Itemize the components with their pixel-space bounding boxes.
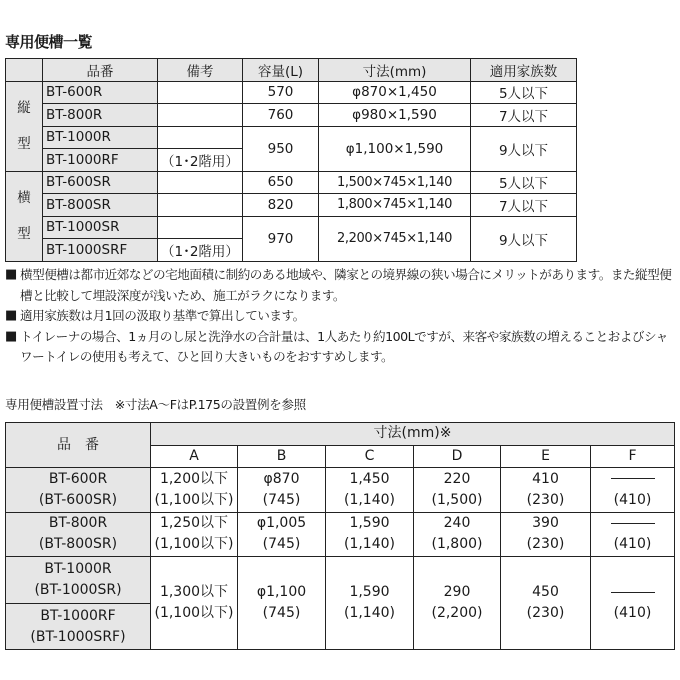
model-cell: BT-800R bbox=[43, 104, 158, 127]
dash-line bbox=[591, 469, 674, 490]
cell-line: BT-600R bbox=[48, 470, 108, 487]
note-cell bbox=[158, 126, 243, 149]
family-cell: 5人以下 bbox=[471, 171, 577, 194]
value-cell-b bbox=[238, 512, 326, 557]
cell-line: (410) bbox=[613, 605, 652, 621]
page-title: 専用便槽一覧 bbox=[5, 33, 93, 51]
model-cell: BT-1000RF bbox=[43, 149, 158, 172]
cell-line: (745) bbox=[262, 536, 301, 553]
capacity-cell: 650 bbox=[243, 171, 319, 194]
column-header: A bbox=[151, 445, 238, 468]
cell-line: 1,590 bbox=[349, 515, 390, 532]
cell-line: 1,250以下 bbox=[159, 515, 229, 532]
bullet-square-icon: ■ bbox=[5, 328, 17, 344]
cell-line: (BT-1000SR) bbox=[34, 582, 122, 598]
value-cell-d bbox=[414, 512, 501, 557]
cell-line: (1,140) bbox=[343, 605, 395, 621]
family-cell: 5人以下 bbox=[471, 81, 577, 104]
family-cell: 9人以下 bbox=[471, 216, 577, 261]
cell-line: (1,500) bbox=[431, 491, 483, 508]
note-cell: （1･2階用） bbox=[158, 239, 243, 262]
cell-line: 450 bbox=[532, 584, 559, 600]
table-row bbox=[6, 171, 577, 194]
dash-line bbox=[591, 582, 674, 603]
column-header: F bbox=[591, 445, 675, 468]
header-row bbox=[6, 423, 675, 446]
value-cell-f bbox=[591, 512, 675, 557]
table-row bbox=[6, 126, 577, 149]
cell-line: φ1,005 bbox=[256, 515, 307, 532]
table-row bbox=[6, 512, 675, 557]
corner-cell bbox=[6, 59, 43, 82]
capacity-cell: 570 bbox=[243, 81, 319, 104]
bullet-square-icon: ■ bbox=[5, 267, 17, 282]
column-header: B bbox=[238, 445, 326, 468]
table-row bbox=[6, 104, 577, 127]
model-cell: BT-600SR bbox=[43, 171, 158, 194]
column-header: 寸法(mm) bbox=[319, 59, 471, 82]
column-header: C bbox=[326, 445, 414, 468]
cell-line: (745) bbox=[262, 491, 301, 508]
value-cell-f bbox=[591, 468, 675, 513]
size-cell: φ870×1,450 bbox=[319, 81, 471, 104]
column-header: 容量(L) bbox=[243, 59, 319, 82]
table-row bbox=[6, 194, 577, 217]
column-header: E bbox=[501, 445, 591, 468]
section-subtitle: 専用便槽設置寸法 ※寸法A～FはP.175の設置例を参照 bbox=[5, 397, 306, 412]
group-label bbox=[6, 81, 43, 171]
cell-line: (2,200) bbox=[431, 605, 483, 621]
capacity-cell: 820 bbox=[243, 194, 319, 217]
size-cell: φ980×1,590 bbox=[319, 104, 471, 127]
install-dimensions-table bbox=[5, 422, 675, 650]
tank-list-table bbox=[5, 58, 577, 262]
family-cell: 7人以下 bbox=[471, 104, 577, 127]
cell-line: (1,140) bbox=[343, 491, 395, 508]
note-item bbox=[5, 327, 677, 368]
value-cell-a bbox=[151, 557, 238, 650]
cell-line: 1,200以下 bbox=[159, 470, 229, 487]
column-header: 備考 bbox=[158, 59, 243, 82]
cell-line: 240 bbox=[443, 515, 471, 532]
model-header: 品 番 bbox=[6, 423, 151, 468]
value-cell-e bbox=[501, 512, 591, 557]
size-cell: 1,500×745×1,140 bbox=[319, 171, 471, 194]
group-label-char: 縦 bbox=[17, 100, 31, 116]
family-cell: 7人以下 bbox=[471, 194, 577, 217]
table-row bbox=[6, 81, 577, 104]
table-row bbox=[6, 468, 675, 513]
value-cell-b bbox=[238, 468, 326, 513]
cell-line: 1,450 bbox=[349, 470, 390, 487]
cell-line: 390 bbox=[532, 515, 559, 532]
model-cell: BT-800SR bbox=[43, 194, 158, 217]
cell-line: φ870 bbox=[263, 470, 300, 487]
notes bbox=[5, 265, 677, 368]
value-cell-c bbox=[326, 512, 414, 557]
value-cell-f bbox=[591, 557, 675, 650]
cell-line: 220 bbox=[443, 470, 471, 487]
cell-line: (BT-800SR) bbox=[38, 536, 118, 553]
size-cell: 1,800×745×1,140 bbox=[319, 194, 471, 217]
capacity-cell: 970 bbox=[243, 216, 319, 261]
cell-line: (230) bbox=[526, 605, 565, 621]
family-cell: 9人以下 bbox=[471, 126, 577, 171]
table-row bbox=[6, 557, 675, 604]
note-cell: （1･2階用） bbox=[158, 149, 243, 172]
cell-line: (410) bbox=[613, 491, 652, 508]
note-item bbox=[5, 306, 677, 327]
cell-line: (745) bbox=[262, 605, 301, 621]
cell-line: φ1,100 bbox=[256, 584, 307, 600]
model-cell: BT-600R bbox=[43, 81, 158, 104]
cell-line: 290 bbox=[443, 584, 471, 600]
note-item bbox=[5, 265, 677, 306]
group-label-char: 型 bbox=[17, 226, 31, 242]
note-text: 横型便槽は都市近郊などの宅地面積に制約のある地域や、隣家との境界線の狭い場合にメリットがあります。また縦型便槽と比較して埋設深度が浅いため、施工がラクになります。 bbox=[20, 267, 672, 303]
cell-line: BT-800R bbox=[48, 515, 108, 532]
model-cell: BT-1000R bbox=[43, 126, 158, 149]
cell-line: (410) bbox=[613, 536, 652, 553]
cell-line: (1,140) bbox=[343, 536, 395, 553]
bullet-square-icon: ■ bbox=[5, 308, 17, 323]
column-header: D bbox=[414, 445, 501, 468]
header-row bbox=[6, 59, 577, 82]
dash-line bbox=[591, 513, 674, 534]
model-cell bbox=[6, 468, 151, 513]
cell-line: (BT-600SR) bbox=[38, 491, 118, 508]
size-cell: 2,200×745×1,140 bbox=[319, 216, 471, 261]
group-label bbox=[6, 171, 43, 261]
model-cell bbox=[6, 557, 151, 604]
value-cell-c bbox=[326, 468, 414, 513]
table-row bbox=[6, 216, 577, 239]
cell-line: (1,100以下) bbox=[154, 536, 234, 553]
value-cell-d bbox=[414, 468, 501, 513]
capacity-cell: 760 bbox=[243, 104, 319, 127]
cell-line: (1,100以下) bbox=[154, 605, 234, 621]
value-cell-e bbox=[501, 468, 591, 513]
note-cell bbox=[158, 194, 243, 217]
model-cell bbox=[6, 512, 151, 557]
note-cell bbox=[158, 171, 243, 194]
capacity-cell: 950 bbox=[243, 126, 319, 171]
size-cell: φ1,100×1,590 bbox=[319, 126, 471, 171]
column-header: 適用家族数 bbox=[471, 59, 577, 82]
cell-line: (BT-1000SRF) bbox=[30, 628, 126, 645]
value-cell-c bbox=[326, 557, 414, 650]
cell-line: 1,590 bbox=[349, 584, 390, 600]
value-cell-b bbox=[238, 557, 326, 650]
cell-line: (1,800) bbox=[431, 536, 483, 553]
value-cell-e bbox=[501, 557, 591, 650]
cell-line: 410 bbox=[532, 470, 559, 487]
cell-line: (1,100以下) bbox=[154, 491, 234, 508]
cell-line: 1,300以下 bbox=[159, 584, 229, 600]
value-cell-a bbox=[151, 468, 238, 513]
note-text: 適用家族数は月1回の汲取り基準で算出しています。 bbox=[20, 308, 305, 323]
cell-line: BT-1000R bbox=[44, 561, 112, 577]
cell-line: (230) bbox=[526, 536, 565, 553]
note-text: トイレーナの場合、1ヵ月のし尿と洗浄水の合計量は、1人あたり約100Lですが、来客や家族数の増えることおよびシャワートイレの使用も考えて、ひと回り大きいものをおすすめします。 bbox=[20, 328, 668, 364]
value-cell-d bbox=[414, 557, 501, 650]
note-cell bbox=[158, 81, 243, 104]
cell-line: BT-1000RF bbox=[40, 607, 116, 624]
dims-header: 寸法(mm)※ bbox=[151, 423, 675, 446]
note-cell bbox=[158, 216, 243, 239]
value-cell-a bbox=[151, 512, 238, 557]
model-cell bbox=[6, 604, 151, 650]
group-label-char: 横 bbox=[17, 190, 31, 206]
model-cell: BT-1000SR bbox=[43, 216, 158, 239]
column-header: 品番 bbox=[43, 59, 158, 82]
cell-line: (230) bbox=[526, 491, 565, 508]
group-label-char: 型 bbox=[17, 136, 31, 152]
model-cell: BT-1000SRF bbox=[43, 239, 158, 262]
note-cell bbox=[158, 104, 243, 127]
